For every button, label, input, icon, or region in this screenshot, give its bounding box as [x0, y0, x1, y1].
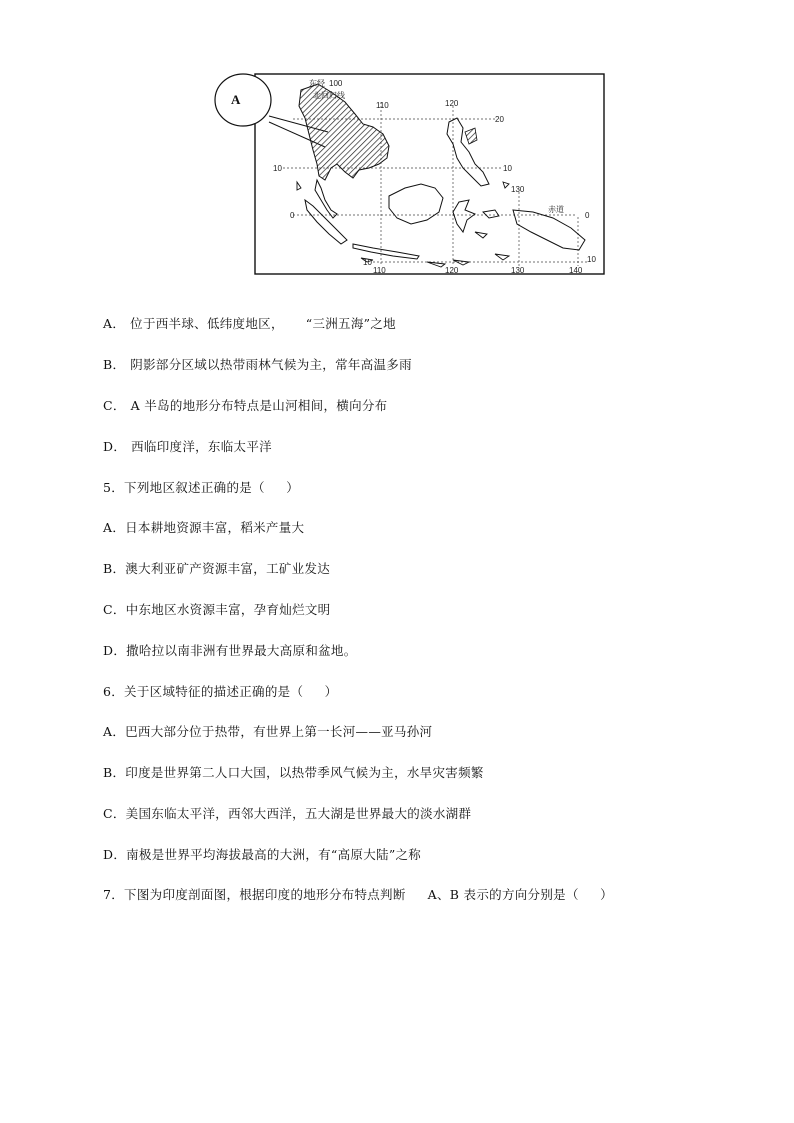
callout-circle: [215, 74, 271, 126]
question-7-stem: [103, 887, 613, 903]
borneo-island: [389, 184, 443, 224]
option-c: [103, 398, 387, 414]
option-a-prefix: A．: [103, 316, 126, 331]
tick-right-20: 20: [495, 115, 504, 124]
tick-bottom-110: 110: [373, 266, 386, 275]
option-a-text-1: 位于西半球、低纬度地区，: [130, 316, 284, 331]
option-c-prefix: C．: [103, 398, 126, 413]
sulawesi-island: [453, 200, 475, 232]
option-c-text: A 半岛的地形分布特点是山河相间，横向分布: [130, 398, 388, 413]
option-b: [103, 357, 412, 373]
map-svg: [213, 72, 607, 276]
tick-right-0: 0: [585, 211, 590, 220]
equator-label: 赤道: [548, 205, 564, 214]
option-a-text-2: “三洲五海”之地: [305, 316, 396, 331]
malay-peninsula: [315, 180, 337, 218]
option-d: [103, 439, 272, 455]
tick-bottom-120: 120: [445, 266, 459, 275]
small-islands: [297, 182, 509, 267]
southeast-asia-map: [213, 72, 607, 276]
option-b-prefix: B．: [103, 357, 126, 372]
question-6-option-a: A．巴西大部分位于热带，有世界上第一长河——亚马孙河: [103, 724, 433, 739]
option-a: [103, 316, 396, 332]
option-b-text: 阴影部分区域以热带雨林气候为主，常年高温多雨: [130, 357, 412, 372]
java-island: [353, 244, 419, 259]
tropic-of-cancer-label: 北回归线: [313, 91, 345, 100]
question-7-stem-part-1: 7．下图为印度剖面图，根据印度的地形分布特点判断: [103, 887, 406, 902]
tick-top-110: 110: [376, 101, 389, 110]
tick-130-upper: 130: [511, 185, 525, 194]
question-5-option-c: C．中东地区水资源丰富，孕育灿烂文明: [103, 602, 331, 617]
question-5-option-a: A．日本耕地资源丰富，稻米产量大: [103, 520, 305, 535]
tick-right-10-lower: 10: [587, 255, 596, 264]
question-6-option-b: B．印度是世界第二人口大国，以热带季风气候为主，水旱灾害频繁: [103, 765, 484, 780]
luzon-island: [465, 128, 477, 144]
new-guinea-island: [513, 210, 585, 250]
tick-bottom-10: 10: [363, 258, 372, 267]
question-6-option-c: C．美国东临太平洋，西邻大西洋，五大湖是世界最大的淡水湖群: [103, 806, 472, 821]
lon-100-label: 100: [329, 79, 343, 88]
tick-left-10: 10: [273, 164, 282, 173]
tick-right-10: 10: [503, 164, 512, 173]
callout-label: A: [231, 92, 241, 107]
sumatra-island: [305, 200, 347, 244]
tick-left-0: 0: [290, 211, 295, 220]
east-longitude-label: 东经: [309, 79, 325, 88]
tick-top-120: 120: [445, 99, 459, 108]
question-5-option-d: D．撒哈拉以南非洲有世界最大高原和盆地。: [103, 643, 357, 658]
tick-bottom-140: 140: [569, 266, 583, 275]
question-6-option-d: D．南极是世界平均海拔最高的大洲，有“高原大陆”之称: [103, 847, 422, 862]
question-5-option-b: B．澳大利亚矿产资源丰富，工矿业发达: [103, 561, 331, 576]
question-7-stem-part-2: A、B 表示的方向分别是（ ）: [427, 887, 613, 902]
option-d-text: 西临印度洋，东临太平洋: [131, 439, 272, 454]
question-6-stem: 6．关于区域特征的描述正确的是（ ）: [103, 684, 338, 699]
tick-bottom-130: 130: [511, 266, 525, 275]
question-5-stem: 5．下列地区叙述正确的是（ ）: [103, 480, 300, 495]
option-d-prefix: D．: [103, 439, 127, 454]
